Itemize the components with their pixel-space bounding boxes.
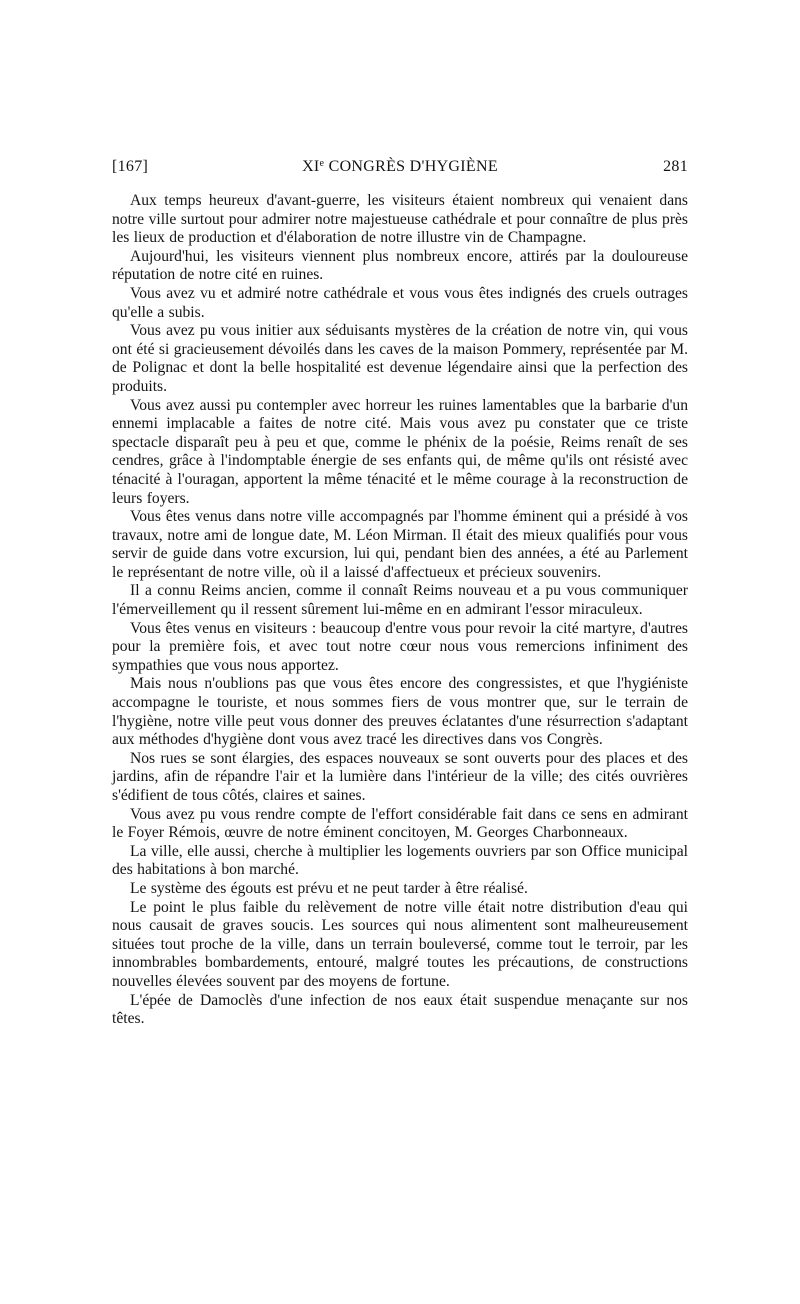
paragraph: Vous êtes venus en visiteurs : beaucoup d'entre vous pour revoir la cité martyre, d'autres pour la première fois, et avec tout notre cœur nous vous remercions infiniment des sympathies que vous nous apportez. [112, 619, 688, 674]
paragraph: Il a connu Reims ancien, comme il connaît Reims nouveau et a pu vous communiquer l'émerveillement qu il ressent sûrement lui-même en en admirant l'essor miraculeux. [112, 582, 688, 619]
paragraph: Nos rues se sont élargies, des espaces nouveaux se sont ouverts pour des places et des jardins, afin de répandre l'air et la lumière dans l'intérieur de la ville; des cités ouvrières s'édifient de tous côtés, claires et saines. [112, 749, 688, 804]
book-page [112, 158, 688, 1029]
paragraph: Vous avez pu vous initier aux séduisants mystères de la création de notre vin, qui vous ont été si gracieusement dévoilés dans les caves de la maison Pommery, représentée par M. de Polignac et dont la belle hospitalité est devenue légendaire ainsi que la perfection des produits. [112, 322, 688, 395]
paragraph: Aujourd'hui, les visiteurs viennent plus nombreux encore, attirés par la douloureuse réputation de notre cité en ruines. [112, 247, 688, 284]
page-number: 281 [663, 158, 688, 175]
paragraph: Mais nous n'oublions pas que vous êtes encore des congressistes, et que l'hygiéniste accompagne le touriste, et nous sommes fiers de vous montrer que, sur le terrain de l'hygiène, notre ville peut vous donner des preuves éclatantes d'une résurrection s'adaptant aux méthodes d'hygiène dont vous avez tracé les directives dans vos Congrès. [112, 675, 688, 749]
section-reference: [167] [112, 158, 149, 175]
paragraph: Le point le plus faible du relèvement de notre ville était notre distribution d'eau qui nous causait de graves soucis. Les sources qui nous alimentent sont malheureusement situées tout proche de la ville, dans un terrain bouleversé, comme tout le terroir, par les innombrables bombardements, entouré, malgré toutes les précautions, de constructions nouvelles élevées souvent par des moyens de fortune. [112, 898, 688, 990]
body-text [112, 192, 688, 1029]
paragraph: Le système des égouts est prévu et ne peut tarder à être réalisé. [130, 879, 528, 897]
running-header [112, 158, 688, 182]
paragraph: Vous avez pu vous rendre compte de l'effort considérable fait dans ce sens en admirant le Foyer Rémois, œuvre de notre éminent concitoyen, M. Georges Charbonneaux. [112, 805, 688, 842]
paragraph: Vous êtes venus dans notre ville accompagnés par l'homme éminent qui a présidé à vos travaux, notre ami de longue date, M. Léon Mirman. Il était des mieux qualifiés pour vous servir de guide dans votre excursion, lui qui, pendant bien des années, a été au Parlement le représentant de notre ville, où il a laissé d'affectueux et précieux souvenirs. [112, 508, 688, 581]
paragraph: L'épée de Damoclès d'une infection de nos eaux était suspendue menaçante sur nos têtes. [112, 991, 688, 1028]
running-title-prefix: XI [302, 158, 320, 175]
paragraph: Vous avez vu et admiré notre cathédrale et vous vous êtes indignés des cruels outrages qu'elle a subis. [112, 284, 688, 321]
paragraph: Aux temps heureux d'avant-guerre, les visiteurs étaient nombreux qui venaient dans notre ville surtout pour admirer notre majestueuse cathédrale et pour connaître de plus près les lieux de production et d'élaboration de notre illustre vin de Champagne. [112, 192, 688, 247]
running-title-superscript: e [319, 158, 325, 169]
running-title-rest: CONGRÈS D'HYGIÈNE [324, 158, 498, 175]
paragraph: Vous avez aussi pu contempler avec horreur les ruines lamentables que la barbarie d'un ennemi implacable a faites de notre cité. Mais vous avez pu constater que ce triste spectacle disparaît peu à peu et que, comme le phénix de la poésie, Reims renaît de ses cendres, grâce à l'indomptable énergie de ses enfants qui, de même qu'ils ont résisté avec ténacité à l'ouragan, apportent la même ténacité et le même courage à la reconstruction de leurs foyers. [112, 396, 688, 507]
paragraph: La ville, elle aussi, cherche à multiplier les logements ouvriers par son Office municipal des habitations à bon marché. [112, 842, 688, 879]
running-title [112, 158, 688, 176]
